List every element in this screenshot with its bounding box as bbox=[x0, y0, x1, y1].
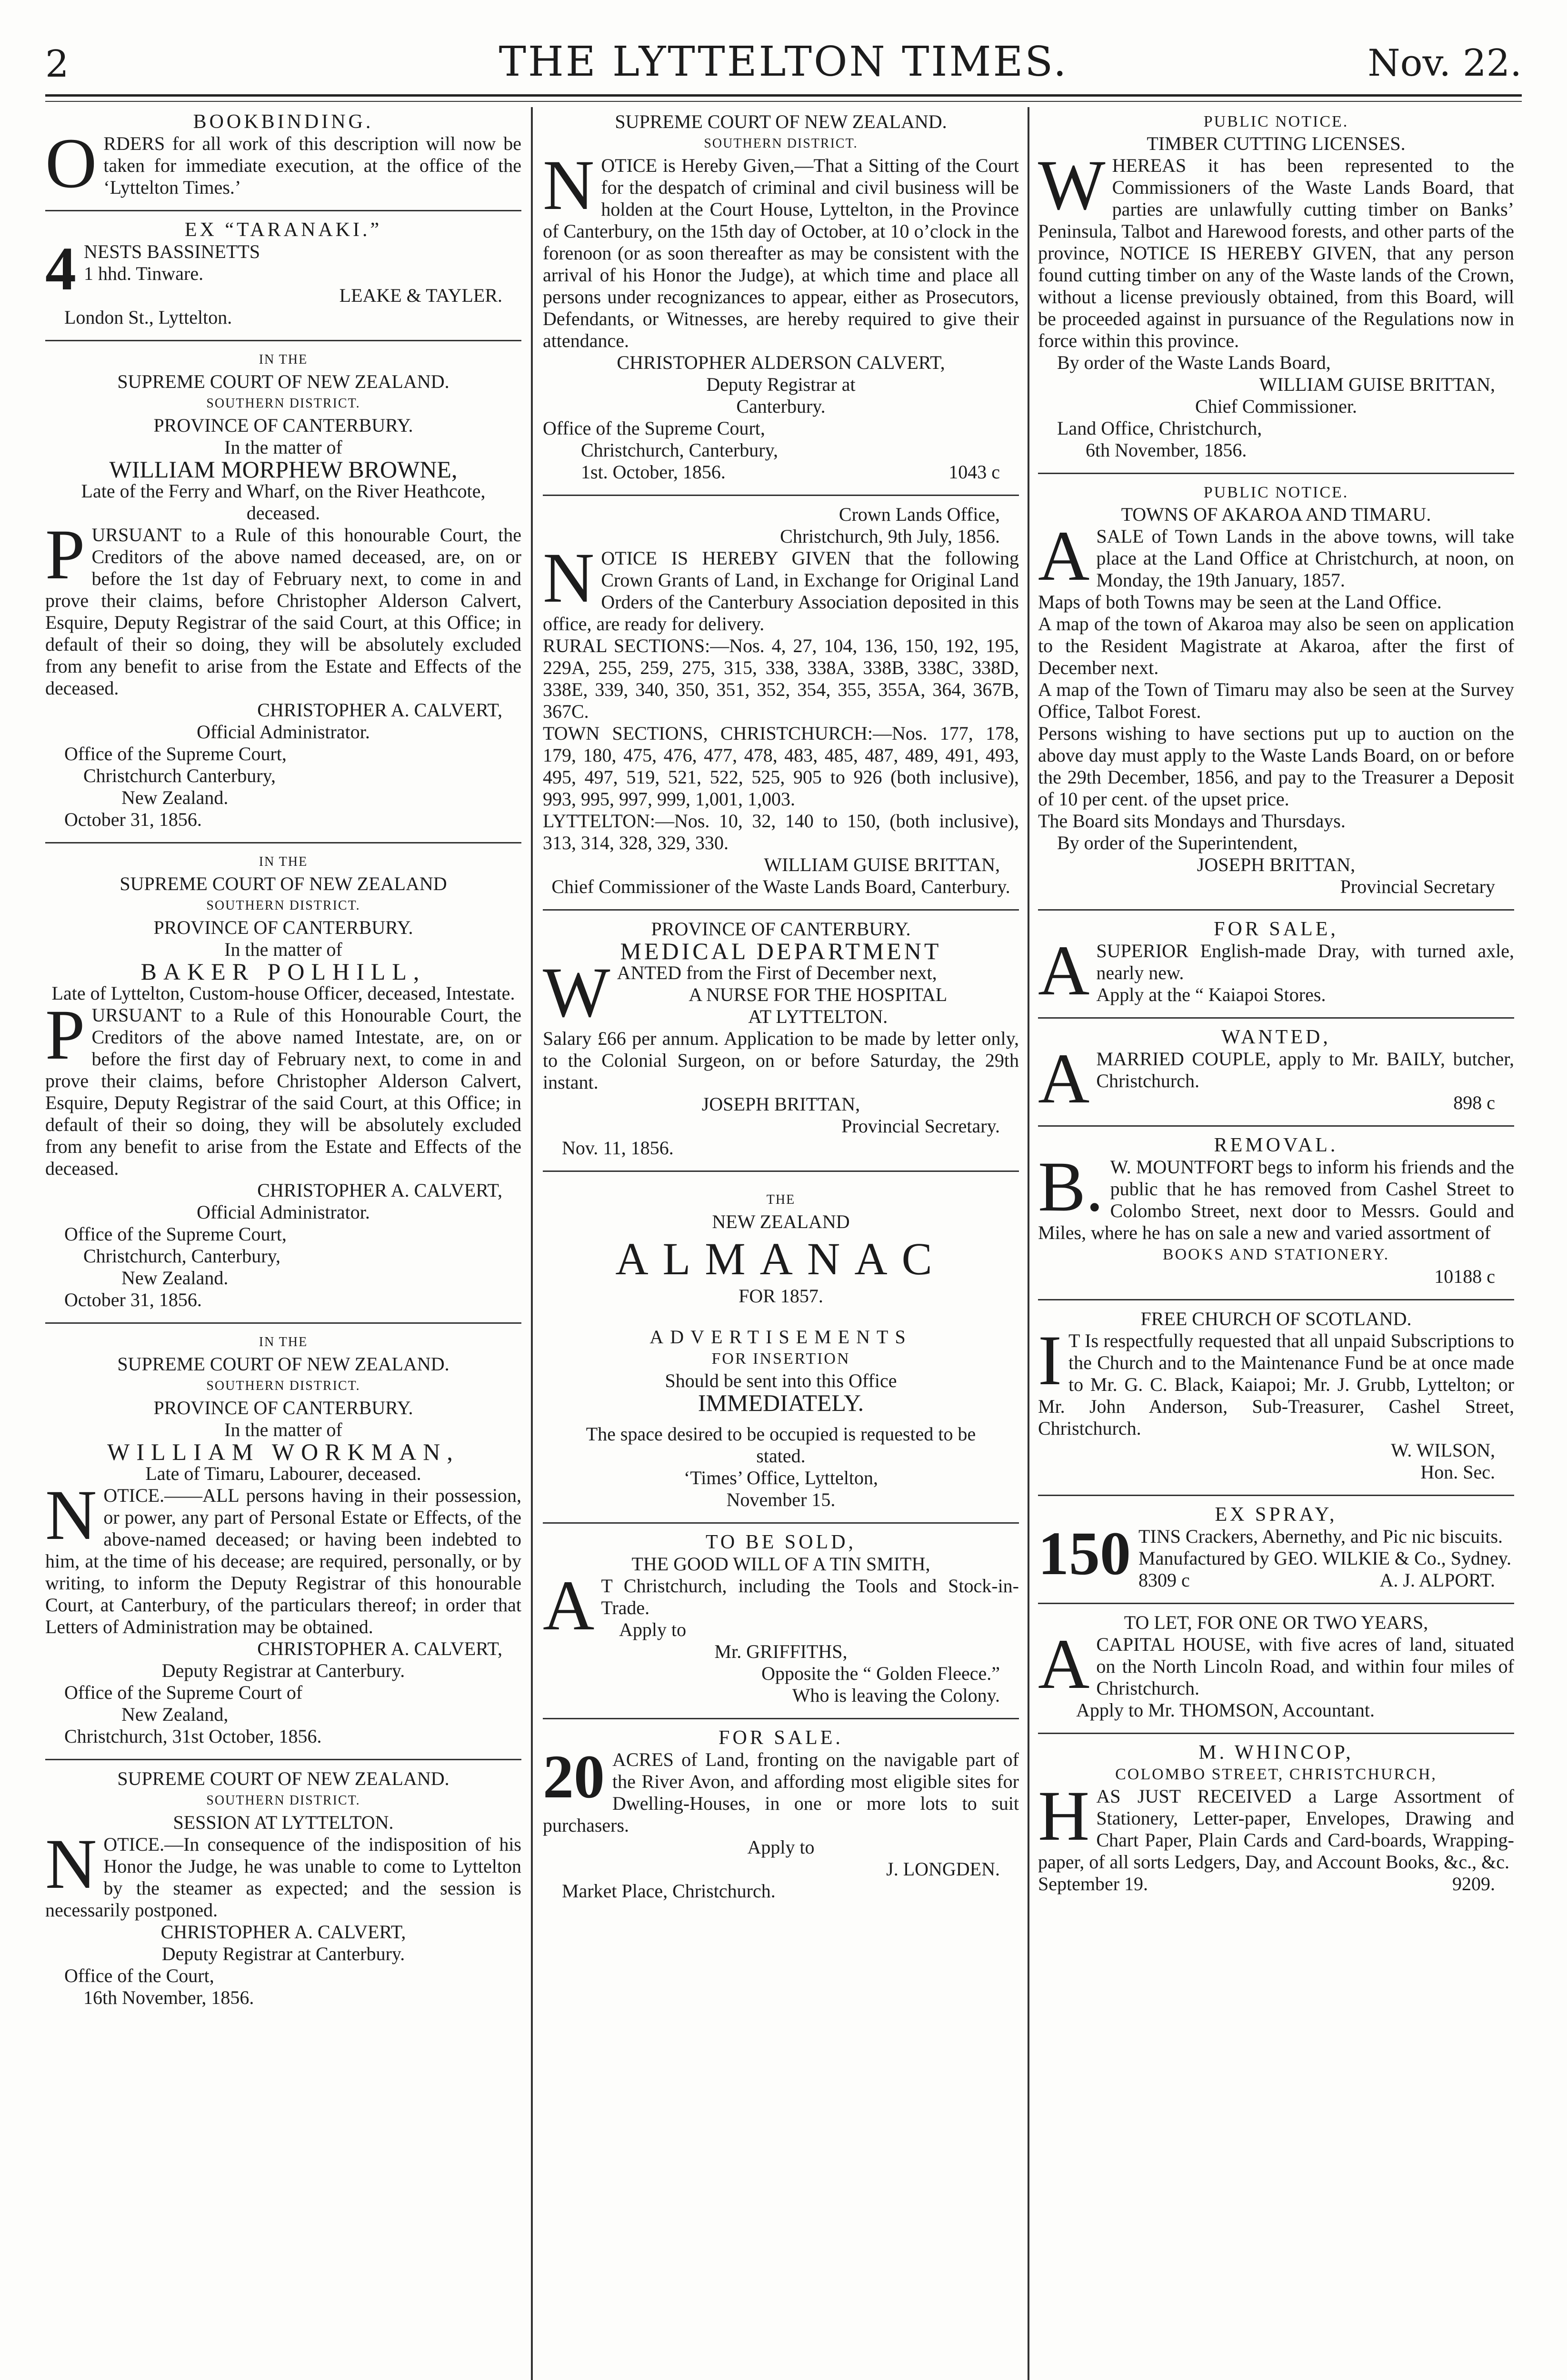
province: PROVINCE OF CANTERBURY. bbox=[153, 1397, 413, 1418]
notice-body: OTICE.—In consequence of the indisposition of his Honor the Judge, he was unable to come to Lyttelton by the steamer as expected; and the session is necessarily postponed. bbox=[45, 1834, 521, 1921]
signer: JOSEPH BRITTAN, bbox=[701, 1093, 860, 1115]
signer-role: Official Administrator. bbox=[197, 721, 370, 743]
office-line: Office of the Supreme Court of bbox=[64, 1682, 303, 1703]
ad-workman-estate bbox=[45, 1328, 521, 1755]
ad-timber-licenses bbox=[1038, 107, 1514, 469]
drop-number: 4 bbox=[45, 235, 76, 303]
district: SOUTHERN DISTRICT. bbox=[206, 898, 360, 913]
deceased-name: WILLIAM MORPHEW BROWNE, bbox=[109, 456, 458, 483]
advertiser-name: A. J. ALPORT. bbox=[1379, 1569, 1495, 1591]
office-line: Christchurch, Canterbury, bbox=[83, 1245, 280, 1267]
office-name: ‘Times’ Office, Lyttelton, bbox=[683, 1467, 878, 1488]
ad-ref: 898 c bbox=[1453, 1092, 1495, 1113]
divider bbox=[543, 495, 1019, 496]
contact-address: Opposite the “ Golden Fleece.” bbox=[761, 1663, 1000, 1684]
signer: WILLIAM GUISE BRITTAN, bbox=[1259, 374, 1495, 395]
column-3 bbox=[1038, 107, 1514, 2380]
ad-polhill-estate bbox=[45, 847, 521, 1319]
ad-heading: BOOKBINDING. bbox=[193, 111, 374, 133]
in-the: IN THE bbox=[259, 854, 308, 869]
divider bbox=[1038, 1495, 1514, 1496]
drop-cap: P bbox=[45, 515, 85, 594]
drop-number: 20 bbox=[543, 1743, 605, 1811]
drop-cap: P bbox=[45, 995, 85, 1074]
almanac-the: THE bbox=[766, 1192, 796, 1207]
ad-wanted-couple bbox=[1038, 1022, 1514, 1121]
signer: WILLIAM GUISE BRITTAN, bbox=[764, 854, 1000, 875]
notice-paragraph: Persons wishing to have sections put up to auction on the above day must apply to the Waste Lands Board, on or before the 29th December, 1856, and pay to the Treasurer a Deposit of 10 per cent. of the upset price. bbox=[1038, 723, 1514, 810]
ad-body: ACRES of Land, fronting on the navigable part of the River Avon, and affording most eligible sites for Dwelling-Houses, in one or more lots to suit purchasers. bbox=[543, 1749, 1019, 1836]
office-line: Office of the Supreme Court, bbox=[64, 1223, 287, 1245]
ad-body: RDERS for all work of this description will now be taken for immediate execution, at the office of the ‘Lyttelton Times.’ bbox=[103, 133, 521, 198]
ad-heading: REMOVAL. bbox=[1214, 1134, 1338, 1156]
signer-role: Provincial Secretary bbox=[1340, 876, 1495, 897]
drop-cap: N bbox=[543, 146, 595, 225]
ad-heading: M. WHINCOP, bbox=[1198, 1742, 1354, 1764]
ad-free-church bbox=[1038, 1304, 1514, 1491]
office-line: Christchurch, Canterbury, bbox=[581, 439, 778, 461]
notice-body: HEREAS it has been represented to the Commissioners of the Waste Lands Board, that parties are unlawfully cutting timber on Banks’ Peninsula, Talbot and Harewood forests, and other parts of the province, NOTICE IS HEREBY GIVEN, that any person found cutting timber on any of the Waste lands of the Crown, without a license previously obtained, from this Board, will be proceeded against in pursuance of the Regulations now in force within this province. bbox=[1038, 155, 1514, 351]
ad-body: T Christchurch, including the Tools and Stock-in-Trade. bbox=[601, 1575, 1019, 1618]
ad-body: CAPITAL HOUSE, with five acres of land, situated on the North Lincoln Road, and within four miles of Christchurch. bbox=[1096, 1634, 1514, 1699]
notice-paragraph: The Board sits Mondays and Thursdays. bbox=[1038, 810, 1346, 832]
office-line: Christchurch Canterbury, bbox=[83, 765, 276, 786]
ad-akaroa-timaru bbox=[1038, 478, 1514, 905]
ad-taranaki bbox=[45, 215, 521, 336]
office-line: Land Office, Christchurch, bbox=[1057, 417, 1262, 439]
ad-heading: TO LET, FOR ONE OR TWO YEARS, bbox=[1124, 1612, 1428, 1633]
signer: CHRISTOPHER A. CALVERT, bbox=[160, 1921, 406, 1943]
contact-note: Who is leaving the Colony. bbox=[792, 1685, 1000, 1706]
public-notice: PUBLIC NOTICE. bbox=[1203, 484, 1349, 501]
notice-body: SALE of Town Lands in the above towns, will take place at the Land Office at Christchurch, at noon, on Monday, the 19th January, 1857. bbox=[1096, 526, 1514, 591]
divider bbox=[1038, 473, 1514, 474]
ad-to-let bbox=[1038, 1608, 1514, 1729]
issue-date: Nov. 22. bbox=[1367, 42, 1522, 85]
deceased-late: Late of Timaru, Labourer, deceased. bbox=[145, 1463, 421, 1484]
space-note: The space desired to be occupied is requested to be stated. bbox=[586, 1423, 976, 1467]
sent-note: Should be sent into this Office bbox=[665, 1370, 897, 1391]
drop-cap: N bbox=[45, 1476, 97, 1555]
ad-ref: 9209. bbox=[1452, 1873, 1495, 1894]
ad-heading: EX SPRAY, bbox=[1215, 1504, 1337, 1526]
notice-paragraph: Maps of both Towns may be seen at the Land Office. bbox=[1038, 591, 1442, 613]
column-rule bbox=[531, 107, 533, 2380]
ad-body: AS JUST RECEIVED a Large Assortment of Stationery, Letter-paper, Envelopes, Drawing and Chart Paper, Plain Cards and Card-boards, Wrapping-paper, of all sorts Ledgers, Day, and Account Books, &c., &c. bbox=[1038, 1785, 1514, 1873]
contact-name: J. LONGDEN. bbox=[886, 1858, 1000, 1880]
lyttelton-sections: LYTTELTON:—Nos. 10, 32, 140 to 150, (both inclusive), 313, 314, 328, 329, 330. bbox=[543, 810, 1019, 853]
drop-cap: N bbox=[543, 538, 595, 617]
divider bbox=[543, 1522, 1019, 1524]
column-2 bbox=[543, 107, 1019, 2380]
ad-body: Salary £66 per annum. Application to be made by letter only, to the Colonial Surgeon, on or before Saturday, the 29th instant. bbox=[543, 1028, 1019, 1093]
district: SOUTHERN DISTRICT. bbox=[206, 1793, 360, 1808]
ad-heading: TIMBER CUTTING LICENSES. bbox=[1147, 133, 1406, 154]
divider bbox=[1038, 1603, 1514, 1604]
notice-body: OTICE.——ALL persons having in their possession, or power, any part of Personal Estate or Effects, of the above-named deceased; or having been indebted to him, at the time of his decease; are required, personally, or by writing, to inform the Deputy Registrar of this honourable Court, at Canterbury, of the particulars thereof; in order that Letters of Administration may be obtained. bbox=[45, 1485, 521, 1637]
notice-date: September 19. bbox=[1038, 1873, 1148, 1894]
divider bbox=[45, 210, 521, 211]
ad-almanac bbox=[543, 1176, 1019, 1518]
office-line: New Zealand. bbox=[121, 787, 229, 808]
signer-role: Chief Commissioner of the Waste Lands Board, Canterbury. bbox=[551, 876, 1010, 897]
divider bbox=[45, 340, 521, 341]
apply-line: Apply to bbox=[747, 1836, 815, 1858]
notice-date: October 31, 1856. bbox=[64, 809, 202, 830]
signer: CHRISTOPHER A. CALVERT, bbox=[257, 699, 502, 721]
apply-line: Apply to Mr. THOMSON, Accountant. bbox=[1076, 1699, 1375, 1721]
ad-heading: WANTED, bbox=[1221, 1026, 1331, 1048]
page-number: 2 bbox=[45, 43, 69, 86]
ad-body: T Is respectfully requested that all unpaid Subscriptions to the Church and to the Maintenance Fund be at once made to Mr. G. C. Black, Kaiapoi; Mr. J. Grubb, Lyttelton; or Mr. John Anderson, Sub-Treasurer, Cashel Street, Christchurch. bbox=[1038, 1330, 1514, 1439]
notice-date: 16th November, 1856. bbox=[83, 1987, 254, 2008]
office-line: Christchurch, 31st October, 1856. bbox=[64, 1726, 322, 1747]
drop-cap: B. bbox=[1038, 1147, 1104, 1226]
ad-heading: FREE CHURCH OF SCOTLAND. bbox=[1140, 1308, 1412, 1329]
office-line: New Zealand. bbox=[121, 1267, 229, 1289]
notice-date: 6th November, 1856. bbox=[1086, 439, 1247, 461]
signer-role: Chief Commissioner. bbox=[1195, 396, 1357, 417]
office-line: New Zealand, bbox=[121, 1704, 229, 1725]
notice-body: URSUANT to a Rule of this Honourable Court, the Creditors of the above named Intestate, are, on or before the first day of February next, to come in and prove their claims, before Christopher Alderson Calvert, Esquire, Deputy Registrar of the said Court, at this Office; in default of their so doing, they will be absolutely excluded from any benefit to arise from the Estate and Effects of the deceased. bbox=[45, 1004, 521, 1179]
ad-heading: EX “TARANAKI.” bbox=[184, 219, 382, 241]
ad-crown-grants bbox=[543, 500, 1019, 905]
signer-role: Canterbury. bbox=[736, 396, 826, 417]
district: SOUTHERN DISTRICT. bbox=[206, 396, 360, 411]
divider bbox=[543, 1170, 1019, 1172]
notice-date: 1st. October, 1856. bbox=[581, 461, 726, 483]
office-line: Office of the Supreme Court, bbox=[543, 417, 765, 439]
almanac-title: ALMANAC bbox=[615, 1233, 947, 1284]
drop-cap: N bbox=[45, 1825, 97, 1904]
divider bbox=[1038, 1017, 1514, 1019]
notice-paragraph: A map of the Town of Timaru may also be seen at the Survey Office, Talbot Forest. bbox=[1038, 679, 1514, 722]
drop-number: 150 bbox=[1038, 1519, 1131, 1588]
drop-cap: I bbox=[1038, 1321, 1062, 1400]
notice-body: OTICE IS HEREBY GIVEN that the following Crown Grants of Land, in Exchange for Original Land Orders of the Canterbury Association deposited in this office, are ready for delivery. bbox=[543, 547, 1019, 635]
immediately: IMMEDIATELY. bbox=[698, 1389, 864, 1416]
ad-medical-department bbox=[543, 914, 1019, 1167]
divider bbox=[543, 909, 1019, 911]
court-name: SUPREME COURT OF NEW ZEALAND bbox=[120, 873, 447, 894]
ad-removal bbox=[1038, 1130, 1514, 1295]
stock-line: BOOKS AND STATIONERY. bbox=[1162, 1246, 1390, 1263]
matter: In the matter of bbox=[224, 939, 342, 960]
district: SOUTHERN DISTRICT. bbox=[704, 136, 858, 151]
deceased-name: BAKER POLHILL, bbox=[140, 958, 426, 985]
signer-role: Deputy Registrar at bbox=[706, 374, 856, 395]
ad-address: COLOMBO STREET, CHRISTCHURCH, bbox=[1115, 1765, 1437, 1783]
signer: CHRISTOPHER A. CALVERT, bbox=[257, 1180, 502, 1201]
notice-date: October 31, 1856. bbox=[64, 1289, 202, 1310]
almanac-year: FOR 1857. bbox=[739, 1285, 823, 1307]
ad-whincop bbox=[1038, 1738, 1514, 1903]
province: PROVINCE OF CANTERBURY. bbox=[153, 917, 413, 938]
ad-ref: 10188 c bbox=[1434, 1266, 1495, 1287]
public-notice: PUBLIC NOTICE. bbox=[1203, 113, 1349, 130]
notice-body: URSUANT to a Rule of this honourable Court, the Creditors of the above named deceased, are, on or before the 1st day of February next, to come in and prove their claims, before Christopher Alderson Calvert, Esquire, Deputy Registrar of the said Court, at this Office; in default of their so doing, they will be absolutely excluded from any benefit to arise from the Estate and Effects of the deceased. bbox=[45, 524, 521, 699]
ad-river-avon-land bbox=[543, 1723, 1019, 1910]
drop-cap: W bbox=[543, 953, 610, 1032]
ad-line: NESTS BASSINETTS bbox=[84, 241, 260, 262]
in-the: IN THE bbox=[259, 1335, 308, 1349]
signer-role: Deputy Registrar at Canterbury. bbox=[161, 1660, 405, 1681]
divider bbox=[45, 1322, 521, 1324]
province: PROVINCE OF CANTERBURY. bbox=[153, 415, 413, 436]
apply-line: Apply to bbox=[619, 1619, 687, 1640]
ad-ex-spray bbox=[1038, 1500, 1514, 1599]
drop-cap: O bbox=[45, 124, 97, 203]
deceased-late: Late of the Ferry and Wharf, on the River Heathcote, deceased. bbox=[81, 480, 486, 524]
masthead-rule bbox=[45, 94, 1522, 97]
rural-sections: RURAL SECTIONS:—Nos. 4, 27, 104, 136, 150, 192, 195, 229A, 255, 259, 275, 315, 338, 338A, 338B, 338C, 338D, 338E, 339, 340, 350, 351, 352, 354, 355, 355A, 364, 367B, 367C. bbox=[543, 635, 1019, 722]
ad-heading: FOR SALE. bbox=[719, 1727, 843, 1749]
signer: JOSEPH BRITTAN, bbox=[1197, 854, 1356, 875]
divider bbox=[543, 1718, 1019, 1719]
ad-heading: TO BE SOLD, bbox=[705, 1531, 857, 1553]
ad-heading: TOWNS OF AKAROA AND TIMARU. bbox=[1121, 504, 1431, 525]
ad-heading: MEDICAL DEPARTMENT bbox=[620, 938, 942, 964]
ad-dray-for-sale bbox=[1038, 914, 1514, 1013]
signer: CHRISTOPHER A. CALVERT, bbox=[257, 1638, 502, 1659]
masthead bbox=[45, 38, 1522, 90]
court-name: SUPREME COURT OF NEW ZEALAND. bbox=[117, 371, 449, 392]
deceased-late: Late of Lyttelton, Custom-house Officer, deceased, Intestate. bbox=[51, 982, 515, 1004]
deceased-name: WILLIAM WORKMAN, bbox=[107, 1438, 459, 1465]
divider bbox=[45, 1759, 521, 1760]
divider bbox=[1038, 1125, 1514, 1127]
notice-body: OTICE is Hereby Given,—That a Sitting of the Court for the despatch of criminal and civil business will be holden at the Court House, Lyttelton, in the Province of Canterbury, on the 15th day of October, at 10 o’clock in the forenoon (or as soon thereafter as may be consistent with the arrival of his Honor the Judge), at which time and place all persons under recognizances to appear, either as Prosecutors, Defendants, or Witnesses, are hereby required to give their attendance. bbox=[543, 155, 1019, 351]
order-line: By order of the Waste Lands Board, bbox=[1057, 352, 1331, 373]
apply-line: Apply at the “ Kaiapoi Stores. bbox=[1096, 984, 1326, 1005]
matter: In the matter of bbox=[224, 436, 342, 458]
dateline: Christchurch, 9th July, 1856. bbox=[780, 526, 1000, 547]
divider bbox=[1038, 1299, 1514, 1300]
district: SOUTHERN DISTRICT. bbox=[206, 1378, 360, 1393]
divider bbox=[1038, 909, 1514, 911]
ad-tinsmith bbox=[543, 1527, 1019, 1714]
matter: In the matter of bbox=[224, 1419, 342, 1440]
drop-cap: A bbox=[543, 1566, 595, 1645]
signer: CHRISTOPHER ALDERSON CALVERT, bbox=[617, 352, 945, 373]
ad-session bbox=[45, 1764, 521, 2016]
position: AT LYTTELTON. bbox=[748, 1006, 888, 1027]
ad-body: SUPERIOR English-made Dray, with turned axle, nearly new. bbox=[1096, 940, 1514, 983]
office-line: Office of the Court, bbox=[64, 1965, 214, 1986]
contact-address: Market Place, Christchurch. bbox=[562, 1880, 776, 1902]
almanac-nz: NEW ZEALAND bbox=[712, 1211, 850, 1232]
ad-body: W. MOUNTFORT begs to inform his friends and the public that he has removed from Cashel Street to Colombo Street, next door to Messrs. Gould and Miles, where he has on sale a new and varied assortment of bbox=[1038, 1156, 1514, 1243]
newspaper-title: THE LYTTELTON TIMES. bbox=[499, 38, 1068, 86]
province: PROVINCE OF CANTERBURY. bbox=[651, 918, 911, 940]
drop-cap: A bbox=[1038, 516, 1090, 595]
advertiser-address: London St., Lyttelton. bbox=[64, 307, 232, 328]
notice-date: November 15. bbox=[726, 1489, 836, 1510]
drop-cap: A bbox=[1038, 1625, 1090, 1704]
drop-cap: W bbox=[1038, 146, 1106, 225]
signer-role: Provincial Secretary. bbox=[841, 1115, 1000, 1137]
drop-cap: A bbox=[1038, 1039, 1090, 1118]
signer-role: Official Administrator. bbox=[197, 1201, 370, 1223]
ad-heading: FOR SALE, bbox=[1214, 918, 1338, 940]
drop-cap: H bbox=[1038, 1776, 1090, 1855]
masthead-rule-thin bbox=[45, 101, 1522, 102]
ad-supreme-court-sitting bbox=[543, 107, 1019, 491]
divider bbox=[45, 842, 521, 843]
order-line: By order of the Superintendent, bbox=[1057, 832, 1298, 853]
position: A NURSE FOR THE HOSPITAL bbox=[689, 984, 948, 1005]
in-the: IN THE bbox=[259, 352, 308, 367]
town-sections: TOWN SECTIONS, CHRISTCHURCH:—Nos. 177, 178, 179, 180, 475, 476, 477, 478, 483, 485, 487, 489, 491, 493, 495, 497, 519, 521, 522, 525, 905 to 926 (both inclusive), 993, 995, 997, 999, 1,001, 1,003. bbox=[543, 723, 1019, 810]
for-insertion: FOR INSERTION bbox=[711, 1350, 850, 1368]
notice-date: Nov. 11, 1856. bbox=[562, 1137, 674, 1159]
office-name: Crown Lands Office, bbox=[838, 504, 1000, 525]
notice-paragraph: A map of the town of Akaroa may also be seen on application to the Resident Magistrate at Akaroa, after the first of December next. bbox=[1038, 613, 1514, 678]
signer: W. WILSON, bbox=[1391, 1439, 1495, 1461]
ad-body: MARRIED COUPLE, apply to Mr. BAILY, butcher, Christchurch. bbox=[1096, 1048, 1514, 1091]
office-line: Office of the Supreme Court, bbox=[64, 743, 287, 764]
ad-bookbinding bbox=[45, 107, 521, 206]
ad-ref: 8309 c bbox=[1138, 1569, 1190, 1591]
advertiser-name: LEAKE & TAYLER. bbox=[339, 285, 502, 306]
court-name: SUPREME COURT OF NEW ZEALAND. bbox=[117, 1768, 449, 1789]
session-title: SESSION AT LYTTELTON. bbox=[173, 1812, 394, 1833]
ad-browne-estate bbox=[45, 345, 521, 838]
ad-ref: 1043 c bbox=[948, 461, 1000, 483]
signer-role: Deputy Registrar at Canterbury. bbox=[161, 1943, 405, 1964]
ad-title: THE GOOD WILL OF A TIN SMITH, bbox=[631, 1553, 930, 1575]
ad-line: 1 hhd. Tinware. bbox=[84, 263, 204, 284]
court-name: SUPREME COURT OF NEW ZEALAND. bbox=[117, 1353, 449, 1375]
contact-name: Mr. GRIFFITHS, bbox=[714, 1641, 848, 1662]
divider bbox=[1038, 1733, 1514, 1734]
column-rule bbox=[1028, 107, 1029, 2380]
column-1 bbox=[45, 107, 521, 2380]
ads-heading: ADVERTISEMENTS bbox=[649, 1326, 912, 1348]
ad-lead: ANTED from the First of December next, bbox=[617, 962, 937, 983]
signer-role: Hon. Sec. bbox=[1420, 1461, 1495, 1483]
drop-cap: A bbox=[1038, 931, 1090, 1010]
court-name: SUPREME COURT OF NEW ZEALAND. bbox=[615, 111, 947, 132]
maker-line: Manufactured by GEO. WILKIE & Co., Sydney. bbox=[1138, 1547, 1512, 1569]
ad-body: TINS Crackers, Abernethy, and Pic nic biscuits. bbox=[1138, 1526, 1503, 1547]
